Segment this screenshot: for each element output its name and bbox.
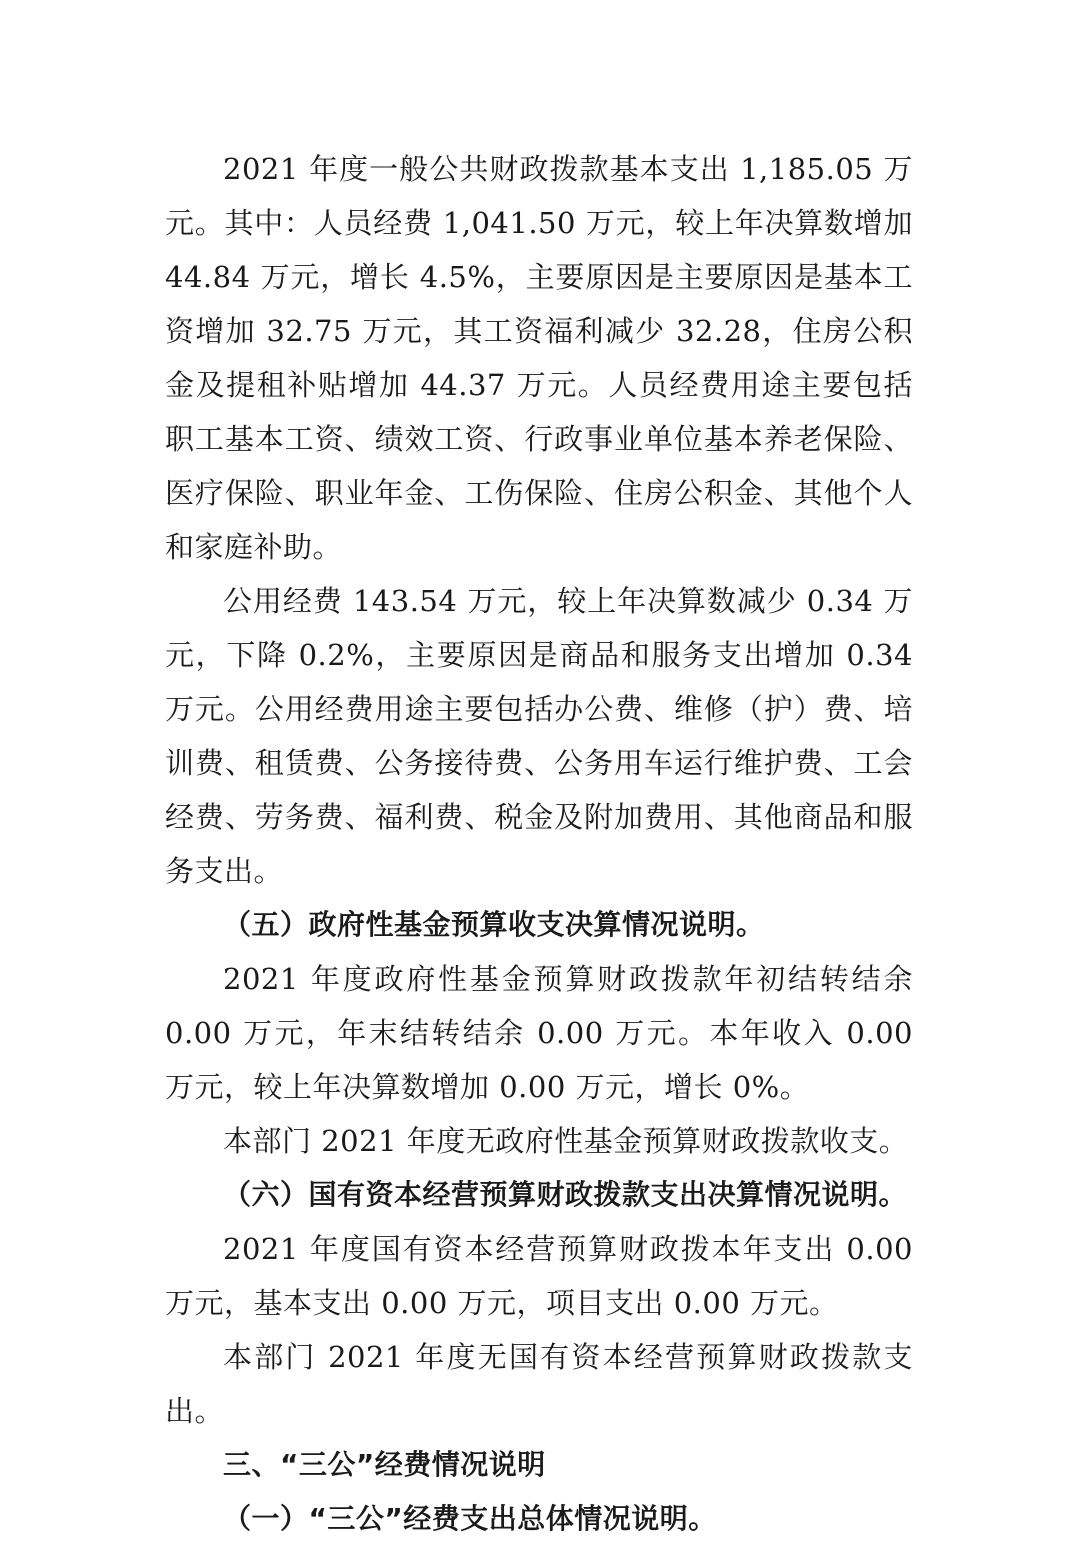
paragraph-no-government-fund: 本部门 2021 年度无政府性基金预算财政拨款收支。 (223, 1124, 909, 1158)
heading-three-public-overview: （一）“三公”经费支出总体情况说明。 (223, 1502, 717, 1535)
heading-state-capital: （六）国有资本经营预算财政拨款支出决算情况说明。 (223, 1178, 908, 1211)
paragraph-public-expenses: 公用经费 143.54 万元，较上年决算数减少 0.34 万元，下降 0.2%，主要原因是商品和服务支出增加 0.34 万元。公用经费用途主要包括办公费、维修（护）费、培训费、租赁费、公务接待费、公务用车运行维护费、工会经费、劳务费、福利费、税金及附加费用、其他商品和服务支出。 (165, 584, 913, 888)
heading-three-public-funds: 三、“三公”经费情况说明 (223, 1448, 546, 1481)
document-body (165, 142, 913, 1546)
paragraph-government-fund-balance: 2021 年度政府性基金预算财政拨款年初结转结余 0.00 万元，年末结转结余 0.00 万元。本年收入 0.00 万元，较上年决算数增加 0.00 万元，增长 0%。 (165, 962, 913, 1104)
paragraph-no-state-capital: 本部门 2021 年度无国有资本经营预算财政拨款支出。 (165, 1340, 913, 1428)
paragraph-basic-expenditure: 2021 年度一般公共财政拨款基本支出 1,185.05 万元。其中：人员经费 1,041.50 万元，较上年决算数增加 44.84 万元，增长 4.5%，主要原因是主要原因是基本工资增加 32.75 万元，其工资福利减少 32.28，住房公积金及提租补贴增加 44.37 万元。人员经费用途主要包括职工基本工资、绩效工资、行政事业单位基本养老保险、医疗保险、职业年金、工伤保险、住房公积金、其他个人和家庭补助。 (165, 152, 913, 564)
paragraph-state-capital-expenditure: 2021 年度国有资本经营预算财政拨本年支出 0.00 万元，基本支出 0.00 万元，项目支出 0.00 万元。 (165, 1232, 913, 1320)
heading-government-fund: （五）政府性基金预算收支决算情况说明。 (223, 908, 765, 941)
